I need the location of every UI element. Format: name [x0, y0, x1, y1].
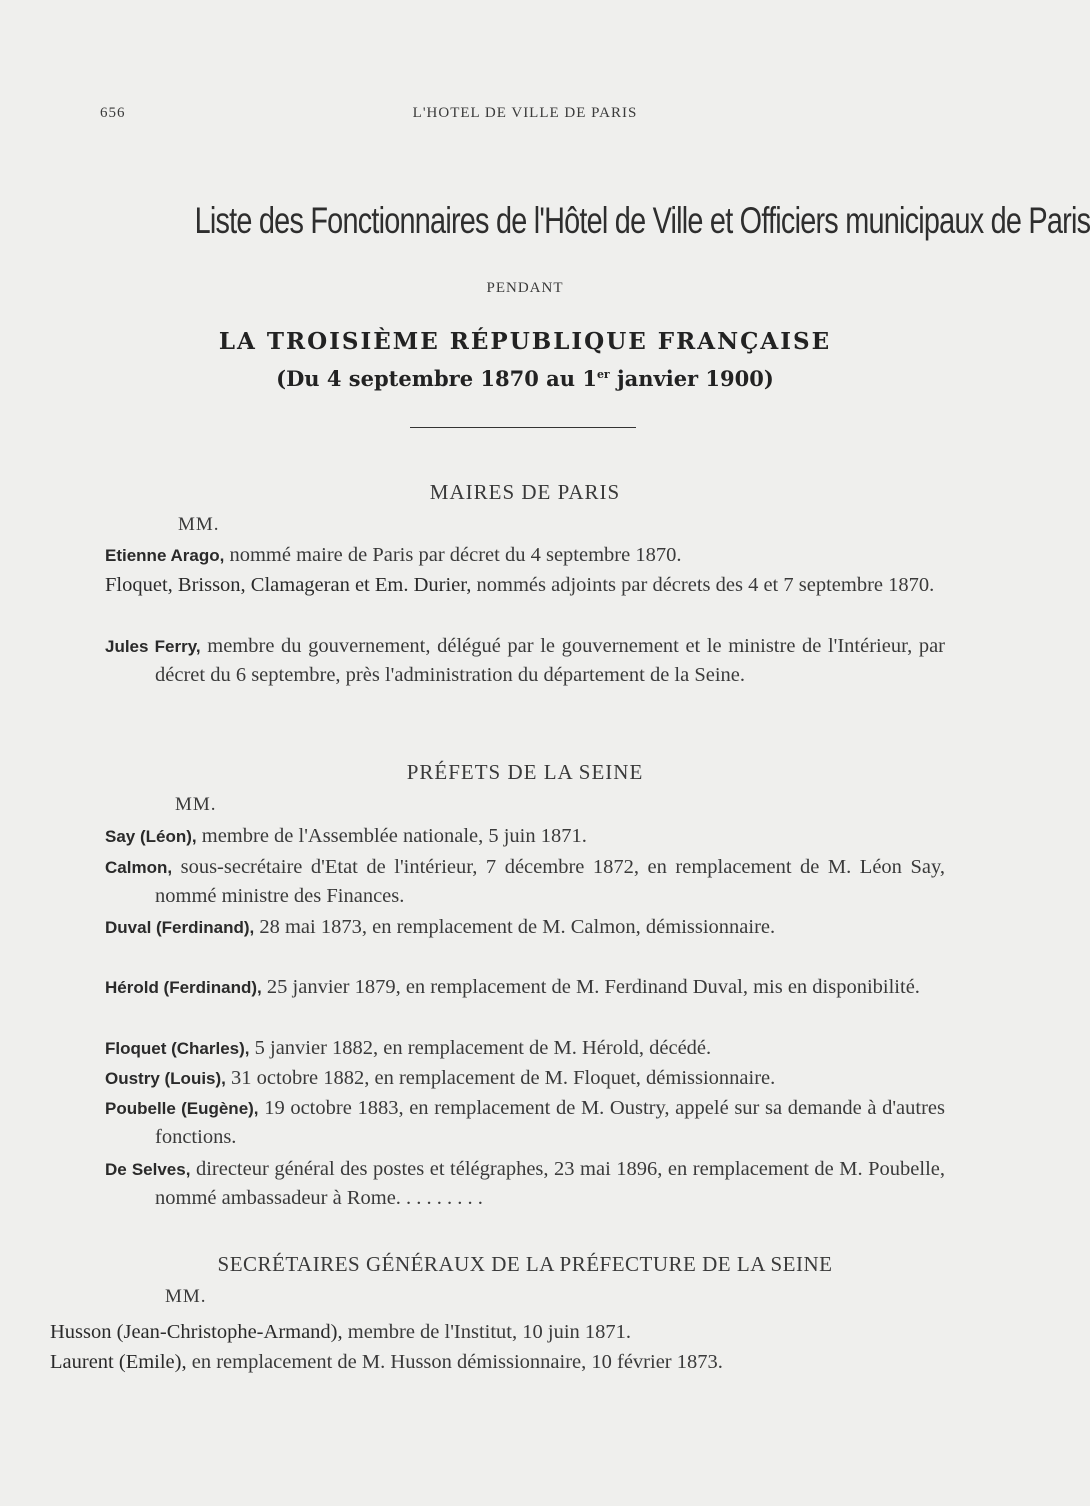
entry-text: nommés adjoints par décrets des 4 et 7 septembre 1870.	[471, 574, 935, 596]
entry-text: directeur général des postes et télégraphes, 23 mai 1896, en remplacement de M. Poubelle, nommé ambassadeur à Rome. . . . . . . . .	[155, 1158, 945, 1209]
entry-prefet-2	[105, 853, 945, 911]
entry-text: 31 octobre 1882, en remplacement de M. Floquet, démissionnaire.	[225, 1067, 776, 1089]
entry-prefet-4	[105, 973, 945, 1002]
entry-prefet-6	[105, 1064, 945, 1093]
entry-name: Oustry (Louis),	[105, 1069, 226, 1088]
entry-text: 25 janvier 1879, en remplacement de M. Ferdinand Duval, mis en disponibilité.	[261, 976, 920, 998]
main-title: Liste des Fonctionnaires de l'Hôtel de Ville et Officiers municipaux de Paris	[194, 200, 1090, 241]
entry-text: en remplacement de M. Husson démissionnaire, 10 février 1873.	[186, 1351, 723, 1373]
mm-label-prefets: MM.	[175, 794, 217, 815]
subtitle-dates-sup: er	[596, 368, 610, 381]
entry-maire-3	[105, 632, 945, 690]
entry-maire-2	[105, 571, 945, 600]
subtitle-republique: LA TROISIÈME RÉPUBLIQUE FRANÇAISE	[218, 328, 832, 355]
running-title: L'HOTEL DE VILLE DE PARIS	[412, 105, 638, 121]
entry-prefet-1	[105, 822, 945, 851]
entry-text: membre du gouvernement, délégué par le gouvernement et le ministre de l'Intérieur, par décret du 6 septembre, près l'administration du département de la Seine.	[155, 635, 945, 686]
entry-name: Poubelle (Eugène),	[105, 1099, 259, 1118]
entry-prefet-7	[105, 1094, 945, 1152]
entry-secretaire-2	[50, 1348, 950, 1377]
mm-label-secretaires: MM.	[165, 1286, 207, 1307]
entry-prefet-8	[105, 1155, 945, 1213]
entry-text: 19 octobre 1883, en remplacement de M. Oustry, appelé sur sa demande à d'autres fonctions.	[155, 1097, 945, 1148]
running-head	[0, 105, 1000, 127]
title-divider	[410, 427, 636, 428]
entry-name: Jules Ferry,	[105, 637, 201, 656]
entry-text: 28 mai 1873, en remplacement de M. Calmon, démissionnaire.	[254, 916, 776, 938]
entry-name: Hérold (Ferdinand),	[105, 978, 262, 997]
section-heading-prefets: PRÉFETS DE LA SEINE	[406, 760, 644, 784]
entry-prefet-3	[105, 913, 945, 942]
entry-name: Calmon,	[105, 858, 173, 877]
subtitle-dates-end: janvier 1900)	[609, 366, 774, 391]
entry-name: Duval (Ferdinand),	[105, 918, 255, 937]
entry-name: Laurent (Emile),	[50, 1351, 187, 1373]
pendant-label: PENDANT	[486, 280, 564, 296]
section-heading-secretaires: SECRÉTAIRES GÉNÉRAUX DE LA PRÉFECTURE DE LA SEINE	[217, 1252, 833, 1276]
entry-name: De Selves,	[105, 1160, 191, 1179]
entry-text: sous-secrétaire d'Etat de l'intérieur, 7 décembre 1872, en remplacement de M. Léon Say, nommé ministre des Finances.	[155, 856, 945, 907]
entry-text: membre de l'Assemblée nationale, 5 juin 1871.	[196, 825, 587, 847]
entry-prefet-5	[105, 1034, 945, 1063]
mm-label-maires: MM.	[178, 514, 220, 535]
entry-text: membre de l'Institut, 10 juin 1871.	[342, 1321, 632, 1343]
entry-maire-1	[105, 541, 945, 570]
entry-name: Etienne Arago,	[105, 546, 225, 565]
subtitle-dates	[0, 366, 1000, 391]
entry-name: Husson (Jean-Christophe-Armand),	[50, 1321, 343, 1343]
entry-name: Say (Léon),	[105, 827, 197, 846]
entry-text: 5 janvier 1882, en remplacement de M. Hérold, décédé.	[249, 1037, 712, 1059]
subtitle-dates-start: (Du 4 septembre 1870 au 1	[276, 366, 597, 391]
entry-secretaire-1	[50, 1318, 950, 1347]
entry-name: Floquet, Brisson, Clamageran et Em. Durier,	[105, 574, 472, 596]
page-number: 656	[100, 105, 126, 121]
section-heading-maires: MAIRES DE PARIS	[429, 480, 621, 504]
entry-name: Floquet (Charles),	[105, 1039, 250, 1058]
entry-text: nommé maire de Paris par décret du 4 septembre 1870.	[224, 544, 682, 566]
